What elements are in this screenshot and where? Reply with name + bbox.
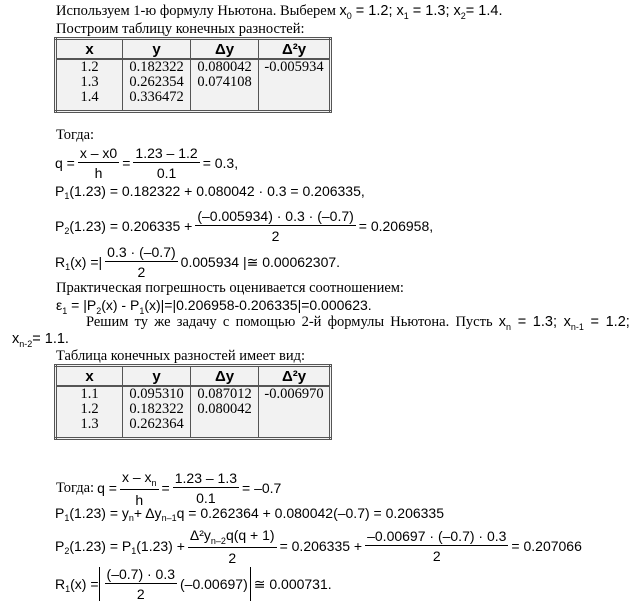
cell: 0.262364	[123, 417, 191, 439]
header-d2y: Δ²y	[259, 366, 331, 387]
table-header	[56, 366, 331, 387]
cell: 0.182322	[123, 59, 191, 75]
table-row	[56, 75, 331, 90]
header-dy: Δy	[191, 39, 259, 60]
formula-p1-second: P $_1$ (1.23) = y $_n$ + Δy $_{n-1}$ q = 0.262364 + 0.080042(–0.7) = 0.206335	[55, 505, 444, 523]
table-intro: Построим таблицу конечных разностей:	[56, 21, 305, 37]
then-label: Тогда:	[56, 127, 95, 143]
cell	[259, 402, 331, 417]
header-x: x	[56, 39, 123, 60]
table-row	[56, 386, 331, 402]
cell: 1.3	[56, 75, 123, 90]
cell: 0.087012	[191, 386, 259, 402]
formula-q2: Тогда: q = $\frac{x - x_n}{h}$ = $\frac{1.23 - 1.3}{0.1}$ = –0.7	[56, 469, 282, 508]
header-x: x	[56, 366, 123, 387]
cell: 0.080042	[191, 59, 259, 75]
formula-r1: R $_1$ (x) =| $\frac{0.3 \cdot (-0.7)}{2}$ 0.005934 |≅ 0.00062307.	[55, 244, 341, 280]
table-row	[56, 59, 331, 75]
cell	[259, 417, 331, 439]
cell: 1.3	[56, 417, 123, 439]
cell: 0.080042	[191, 402, 259, 417]
table-header	[56, 39, 331, 60]
practical-error-text: Практическая погрешность оценивается соотношением:	[56, 280, 404, 296]
cell: 0.336472	[123, 90, 191, 112]
formula-r1-second: R $_1$ (x) = $\frac{(-0.7) \cdot 0.3}{2}$ (–0.00697) ≅ 0.000731.	[55, 566, 332, 602]
header-y: y	[123, 366, 191, 387]
cell	[259, 90, 331, 112]
differences-table-2	[54, 364, 332, 440]
formula-p2-second: P $_2$ (1.23) = P $_1$ (1.23) + $\frac{\Delta^2y_{n-2}q(q + 1)}{2}$ = 0.206335 + $\frac{-0.00697 \cdot (-0.7) \cdot 0.3}{2}$ = 0.207066	[55, 527, 582, 566]
cell: -0.006970	[259, 386, 331, 402]
cell	[191, 90, 259, 112]
cell: 1.4	[56, 90, 123, 112]
table-row	[56, 90, 331, 112]
cell: 0.262354	[123, 75, 191, 90]
table2-intro: Таблица конечных разностей имеет вид:	[56, 348, 305, 364]
cell: 0.074108	[191, 75, 259, 90]
header-d2y: Δ²y	[259, 39, 331, 60]
table-row	[56, 402, 331, 417]
cell: 0.095310	[123, 386, 191, 402]
intro-line: Используем 1-ю формулу Ньютона. Выберем $x_0 = 1.2$; $x_1 = 1.3$; $x_2= 1.4$.	[56, 3, 503, 21]
cell	[191, 417, 259, 439]
cell	[259, 75, 331, 90]
cell: 0.182322	[123, 402, 191, 417]
formula-p1: P $_1$ (1.23) = 0.182322 + 0.080042 · 0.3 = 0.206335,	[55, 183, 365, 201]
epsilon-line: $\varepsilon_1 = |P_2(x) - P_1(x)|=|0.206958-0.206335|=0.000623$.	[56, 297, 372, 316]
table-row	[56, 417, 331, 439]
header-dy: Δy	[191, 366, 259, 387]
solve-line-cont: $x_{n-2}= 1.1$.	[12, 331, 69, 349]
formula-p2: P $_2$ (1.23) = 0.206335 + $\frac{(-0.005934) \cdot 0.3 \cdot (-0.7)}{2}$ = 0.206958,	[55, 208, 434, 244]
solve-line: Решим ту же задачу с помощью 2-й формулы Ньютона. Пусть $x_n = 1.3$; $x_{n-1} = 1.2$;	[86, 314, 630, 332]
cell: 1.1	[56, 386, 123, 402]
cell: 1.2	[56, 59, 123, 75]
differences-table-1	[54, 37, 332, 113]
header-y: y	[123, 39, 191, 60]
cell: -0.005934	[259, 59, 331, 75]
cell: 1.2	[56, 402, 123, 417]
formula-q: q = $\frac{x - x0}{h}$ = $\frac{1.23 - 1.2}{0.1}$ = 0.3,	[55, 145, 239, 181]
